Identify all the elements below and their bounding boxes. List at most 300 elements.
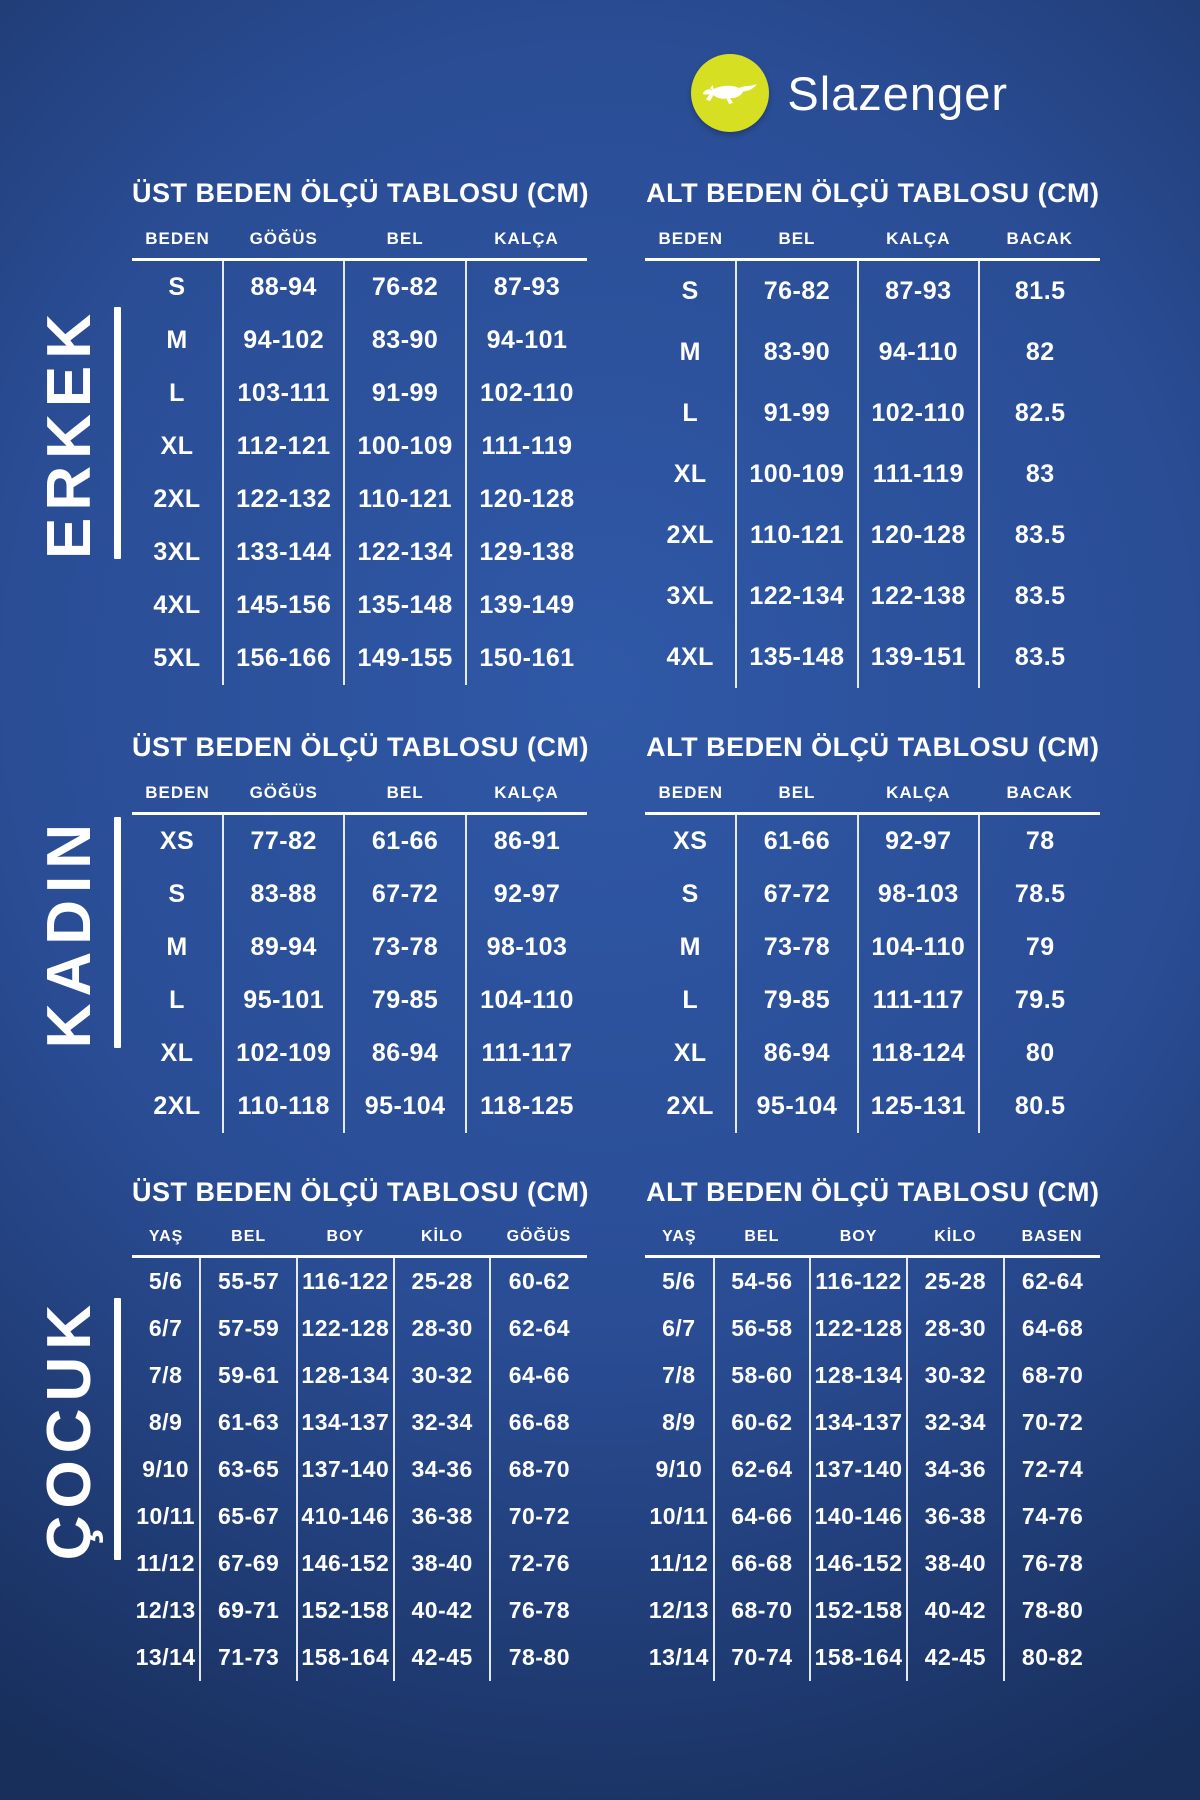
header-row (645, 1228, 1100, 1257)
table-cell: 65-67 (200, 1493, 297, 1540)
table-cell: 32-34 (394, 1399, 491, 1446)
column-header: BEL (344, 783, 465, 814)
column-header: KİLO (907, 1228, 1004, 1257)
table-row (645, 868, 1100, 921)
table-cell: 122-128 (810, 1305, 907, 1352)
table-cell: 139-151 (858, 627, 979, 688)
table-row (645, 1352, 1100, 1399)
table-cell: 62-64 (1004, 1257, 1101, 1306)
table-cell: 76-82 (344, 260, 465, 315)
column-header: BOY (297, 1228, 394, 1257)
table-cell: S (681, 277, 699, 305)
erkek-ust-beden-table (132, 178, 587, 688)
table-cell: 122-134 (736, 566, 857, 627)
table-cell: 60-62 (490, 1257, 587, 1306)
table-row (132, 260, 587, 315)
table-cell: 95-104 (344, 1080, 465, 1133)
table-cell: 66-68 (714, 1540, 811, 1587)
table-row (645, 260, 1100, 323)
table-row (645, 1080, 1100, 1133)
label-divider (114, 1298, 121, 1560)
table-cell: 4XL (666, 643, 714, 671)
table-row (132, 974, 587, 1027)
table-cell: 86-94 (344, 1027, 465, 1080)
table-cell: 12/13 (135, 1597, 196, 1623)
table-cell: 100-109 (344, 420, 465, 473)
table-cell: 87-93 (858, 260, 979, 323)
column-header: BEL (714, 1228, 811, 1257)
table-cell: 158-164 (810, 1634, 907, 1681)
table-cell: 95-101 (223, 974, 344, 1027)
table-cell: 120-128 (466, 473, 587, 526)
section-label: ERKEK (35, 306, 104, 560)
table-cell: 135-148 (736, 627, 857, 688)
table-cell: 98-103 (858, 868, 979, 921)
table-cell: S (168, 880, 186, 908)
column-header: BEL (736, 229, 857, 260)
table-cell: XL (160, 432, 194, 460)
column-header: BACAK (979, 783, 1100, 814)
table-row (645, 921, 1100, 974)
table-cell: 68-70 (714, 1587, 811, 1634)
table-cell: 38-40 (394, 1540, 491, 1587)
table-cell: 111-117 (466, 1027, 587, 1080)
table-cell: 67-69 (200, 1540, 297, 1587)
table-cell: 67-72 (736, 868, 857, 921)
column-header: BEDEN (645, 229, 736, 260)
table-cell: 73-78 (344, 921, 465, 974)
column-header: BASEN (1004, 1228, 1101, 1257)
table-cell: 80.5 (979, 1080, 1100, 1133)
table-cell: 71-73 (200, 1634, 297, 1681)
kadin-ust-beden-table (132, 732, 587, 1133)
table-cell: L (682, 399, 699, 427)
table-cell: 134-137 (297, 1399, 394, 1446)
table-row (645, 444, 1100, 505)
table-cell: L (169, 379, 185, 407)
table-cell: 3XL (666, 582, 714, 610)
table-cell: 40-42 (907, 1587, 1004, 1634)
side-label-erkek (28, 307, 132, 559)
table-cell: 61-63 (200, 1399, 297, 1446)
table-cell: 25-28 (394, 1257, 491, 1306)
table-row (645, 814, 1100, 869)
table-cell: 42-45 (907, 1634, 1004, 1681)
table-row (132, 526, 587, 579)
table-cell: 73-78 (736, 921, 857, 974)
table-cell: 128-134 (297, 1352, 394, 1399)
table-cell: 102-109 (223, 1027, 344, 1080)
column-header: GÖĞÜS (223, 229, 344, 260)
table-cell: 76-82 (736, 260, 857, 323)
table-cell: 128-134 (810, 1352, 907, 1399)
table-cell: 58-60 (714, 1352, 811, 1399)
column-header: KİLO (394, 1228, 491, 1257)
table-cell: XL (160, 1039, 194, 1067)
table-cell: 67-72 (344, 868, 465, 921)
table-cell: 410-146 (297, 1493, 394, 1540)
section-label: ÇOCUK (35, 1297, 104, 1561)
column-header: YAŞ (645, 1228, 713, 1257)
table-row (645, 1027, 1100, 1080)
table-title: ÜST BEDEN ÖLÇÜ TABLOSU (CM) (132, 732, 589, 762)
table-cell: 55-57 (200, 1257, 297, 1306)
table-cell: 6/7 (662, 1315, 696, 1341)
column-header: KALÇA (858, 229, 979, 260)
side-label-cocuk (28, 1298, 132, 1560)
table-cell: 56-58 (714, 1305, 811, 1352)
table-cell: 54-56 (714, 1257, 811, 1306)
column-header: GÖĞÜS (490, 1228, 587, 1257)
table-cell: 112-121 (223, 420, 344, 473)
table-cell: 98-103 (466, 921, 587, 974)
table-cell: 59-61 (200, 1352, 297, 1399)
table-cell: 103-111 (223, 367, 344, 420)
slazenger-panther-icon (691, 54, 769, 132)
table-cell: 118-124 (858, 1027, 979, 1080)
table-cell: 70-72 (1004, 1399, 1101, 1446)
table-cell: 36-38 (394, 1493, 491, 1540)
table-cell: 146-152 (810, 1540, 907, 1587)
table-title: ALT BEDEN ÖLÇÜ TABLOSU (CM) (646, 732, 1100, 762)
table-cell: M (166, 933, 188, 961)
table-cell: 80-82 (1004, 1634, 1101, 1681)
table-cell: 140-146 (810, 1493, 907, 1540)
column-header: BEL (200, 1228, 297, 1257)
table-cell: 133-144 (223, 526, 344, 579)
table-cell: 102-110 (858, 383, 979, 444)
table-row (132, 1634, 587, 1681)
table-cell: 83 (979, 444, 1100, 505)
table-cell: 110-121 (736, 505, 857, 566)
table-cell: 158-164 (297, 1634, 394, 1681)
table-row (645, 1493, 1100, 1540)
table-cell: 62-64 (490, 1305, 587, 1352)
table-row (132, 814, 587, 869)
table-cell: 111-117 (858, 974, 979, 1027)
erkek-tables (132, 178, 1100, 688)
table-row (132, 1027, 587, 1080)
table-cell: 146-152 (297, 1540, 394, 1587)
table-cell: 28-30 (907, 1305, 1004, 1352)
table-row (132, 1352, 587, 1399)
table-row (132, 1587, 587, 1634)
table-cell: 79-85 (736, 974, 857, 1027)
table-cell: 118-125 (466, 1080, 587, 1133)
table-cell: 9/10 (655, 1456, 703, 1482)
table-cell: 78-80 (1004, 1587, 1101, 1634)
cocuk-tables (132, 1177, 1100, 1681)
table-row (645, 974, 1100, 1027)
column-header: KALÇA (466, 229, 587, 260)
table-cell: 5XL (153, 644, 201, 672)
table-row (132, 473, 587, 526)
brand-name: Slazenger (787, 66, 1008, 120)
table-title: ÜST BEDEN ÖLÇÜ TABLOSU (CM) (132, 1177, 589, 1207)
table-cell: 110-118 (223, 1080, 344, 1133)
kadin-alt-beden-table (645, 732, 1100, 1133)
table-row (645, 627, 1100, 688)
table-cell: 100-109 (736, 444, 857, 505)
size-table (132, 1228, 587, 1681)
table-cell: 104-110 (858, 921, 979, 974)
table-row (645, 1257, 1100, 1306)
table-cell: 83-90 (736, 322, 857, 383)
table-cell: 78-80 (490, 1634, 587, 1681)
kadin-tables (132, 732, 1100, 1133)
column-header: BACAK (979, 229, 1100, 260)
table-cell: 83.5 (979, 505, 1100, 566)
table-row (645, 322, 1100, 383)
table-cell: 110-121 (344, 473, 465, 526)
table-cell: 139-149 (466, 579, 587, 632)
cocuk-alt-beden-table (645, 1177, 1100, 1681)
column-header: KALÇA (858, 783, 979, 814)
table-cell: 78.5 (979, 868, 1100, 921)
table-cell: 122-138 (858, 566, 979, 627)
table-cell: S (168, 273, 186, 301)
section-kadin (0, 732, 1200, 1133)
table-cell: 152-158 (810, 1587, 907, 1634)
table-cell: 72-76 (490, 1540, 587, 1587)
table-cell: XS (159, 827, 195, 855)
table-row (132, 868, 587, 921)
table-cell: 2XL (153, 1092, 201, 1120)
table-cell: XL (673, 1039, 707, 1067)
column-header: BEDEN (132, 229, 223, 260)
table-cell: 34-36 (907, 1446, 1004, 1493)
table-row (132, 1540, 587, 1587)
table-cell: 122-132 (223, 473, 344, 526)
table-row (645, 1446, 1100, 1493)
table-cell: 122-128 (297, 1305, 394, 1352)
erkek-alt-beden-table (645, 178, 1100, 688)
table-cell: L (682, 986, 699, 1014)
table-title: ÜST BEDEN ÖLÇÜ TABLOSU (CM) (132, 178, 589, 208)
table-cell: 86-94 (736, 1027, 857, 1080)
table-cell: L (169, 986, 185, 1014)
table-cell: 7/8 (662, 1362, 696, 1388)
column-header: BEDEN (132, 783, 223, 814)
table-cell: 70-72 (490, 1493, 587, 1540)
table-title: ALT BEDEN ÖLÇÜ TABLOSU (CM) (646, 1177, 1100, 1207)
table-row (645, 505, 1100, 566)
column-header: BOY (810, 1228, 907, 1257)
size-table (645, 229, 1100, 688)
table-cell: 104-110 (466, 974, 587, 1027)
table-row (645, 1305, 1100, 1352)
table-cell: 63-65 (200, 1446, 297, 1493)
table-cell: 13/14 (135, 1644, 196, 1670)
table-row (132, 420, 587, 473)
table-cell: XL (673, 460, 707, 488)
table-cell: 60-62 (714, 1399, 811, 1446)
section-erkek (0, 178, 1200, 688)
table-cell: 83.5 (979, 566, 1100, 627)
table-row (132, 314, 587, 367)
header-row (132, 783, 587, 814)
table-cell: 92-97 (858, 814, 979, 869)
table-cell: 2XL (666, 521, 714, 549)
size-table (132, 229, 587, 685)
table-cell: 72-74 (1004, 1446, 1101, 1493)
table-cell: 79-85 (344, 974, 465, 1027)
table-row (132, 1305, 587, 1352)
table-cell: 68-70 (490, 1446, 587, 1493)
table-cell: 38-40 (907, 1540, 1004, 1587)
table-title: ALT BEDEN ÖLÇÜ TABLOSU (CM) (646, 178, 1100, 208)
table-cell: 64-66 (490, 1352, 587, 1399)
table-cell: 83-88 (223, 868, 344, 921)
table-cell: 76-78 (1004, 1540, 1101, 1587)
table-cell: 8/9 (148, 1409, 183, 1435)
table-cell: 42-45 (394, 1634, 491, 1681)
table-cell: 89-94 (223, 921, 344, 974)
table-row (132, 1257, 587, 1306)
table-cell: 111-119 (466, 420, 587, 473)
table-cell: 79 (979, 921, 1100, 974)
table-cell: 102-110 (466, 367, 587, 420)
table-cell: 120-128 (858, 505, 979, 566)
table-cell: 135-148 (344, 579, 465, 632)
table-cell: 116-122 (297, 1257, 394, 1306)
table-row (645, 1587, 1100, 1634)
table-row (132, 367, 587, 420)
table-cell: 145-156 (223, 579, 344, 632)
table-cell: XS (673, 827, 708, 855)
size-table (645, 783, 1100, 1133)
table-row (132, 1399, 587, 1446)
table-row (132, 579, 587, 632)
table-row (132, 632, 587, 685)
table-cell: 64-68 (1004, 1305, 1101, 1352)
label-divider (114, 307, 121, 559)
table-row (132, 1446, 587, 1493)
table-cell: 82.5 (979, 383, 1100, 444)
table-cell: 137-140 (810, 1446, 907, 1493)
table-row (645, 1634, 1100, 1681)
table-cell: 61-66 (344, 814, 465, 869)
table-cell: 149-155 (344, 632, 465, 685)
column-header: GÖĞÜS (223, 783, 344, 814)
size-table (645, 1228, 1100, 1681)
table-cell: 125-131 (858, 1080, 979, 1133)
table-row (132, 1080, 587, 1133)
table-cell: 9/10 (142, 1456, 190, 1482)
table-cell: 83.5 (979, 627, 1100, 688)
table-cell: M (679, 933, 701, 961)
table-row (132, 1493, 587, 1540)
header-row (645, 783, 1100, 814)
table-cell: 68-70 (1004, 1352, 1101, 1399)
table-cell: M (166, 326, 188, 354)
column-header: YAŞ (132, 1228, 200, 1257)
table-cell: 81.5 (979, 260, 1100, 323)
table-row (645, 566, 1100, 627)
table-cell: 13/14 (648, 1644, 709, 1670)
table-cell: 94-102 (223, 314, 344, 367)
table-cell: 94-101 (466, 314, 587, 367)
table-cell: S (681, 880, 699, 908)
table-cell: 6/7 (148, 1315, 183, 1341)
table-cell: 92-97 (466, 868, 587, 921)
table-cell: 10/11 (136, 1503, 196, 1529)
table-cell: 80 (979, 1027, 1100, 1080)
table-cell: 82 (979, 322, 1100, 383)
table-cell: 3XL (153, 538, 201, 566)
column-header: BEDEN (645, 783, 736, 814)
table-row (645, 383, 1100, 444)
table-cell: 11/12 (649, 1550, 709, 1576)
table-row (132, 921, 587, 974)
column-header: BEL (344, 229, 465, 260)
table-cell: 150-161 (466, 632, 587, 685)
table-cell: 94-110 (858, 322, 979, 383)
table-cell: 91-99 (736, 383, 857, 444)
table-cell: 134-137 (810, 1399, 907, 1446)
cocuk-ust-beden-table (132, 1177, 587, 1681)
table-cell: 2XL (666, 1092, 714, 1120)
table-cell: 74-76 (1004, 1493, 1101, 1540)
table-cell: 64-66 (714, 1493, 811, 1540)
header-row (132, 1228, 587, 1257)
section-cocuk (0, 1177, 1200, 1681)
table-cell: 87-93 (466, 260, 587, 315)
table-cell: 129-138 (466, 526, 587, 579)
table-cell: 122-134 (344, 526, 465, 579)
table-cell: 78 (979, 814, 1100, 869)
table-cell: 95-104 (736, 1080, 857, 1133)
label-divider (114, 817, 121, 1048)
size-table (132, 783, 587, 1133)
table-cell: 156-166 (223, 632, 344, 685)
table-cell: 57-59 (200, 1305, 297, 1352)
table-cell: 32-34 (907, 1399, 1004, 1446)
table-cell: 36-38 (907, 1493, 1004, 1540)
side-label-kadin (28, 817, 132, 1048)
table-cell: 70-74 (714, 1634, 811, 1681)
table-cell: 25-28 (907, 1257, 1004, 1306)
table-cell: 30-32 (907, 1352, 1004, 1399)
table-row (645, 1399, 1100, 1446)
column-header: KALÇA (466, 783, 587, 814)
table-cell: 28-30 (394, 1305, 491, 1352)
brand-header (0, 0, 1200, 132)
table-cell: 79.5 (979, 974, 1100, 1027)
table-row (645, 1540, 1100, 1587)
table-cell: 34-36 (394, 1446, 491, 1493)
table-cell: 7/8 (148, 1362, 183, 1388)
table-cell: 8/9 (662, 1409, 696, 1435)
table-cell: 61-66 (736, 814, 857, 869)
table-cell: 5/6 (662, 1268, 696, 1294)
table-cell: 30-32 (394, 1352, 491, 1399)
table-cell: 62-64 (714, 1446, 811, 1493)
table-cell: 10/11 (649, 1503, 709, 1529)
table-cell: 88-94 (223, 260, 344, 315)
table-cell: 86-91 (466, 814, 587, 869)
column-header: BEL (736, 783, 857, 814)
table-cell: 5/6 (148, 1268, 183, 1294)
table-cell: 83-90 (344, 314, 465, 367)
table-cell: 2XL (153, 485, 201, 513)
table-cell: 11/12 (136, 1550, 196, 1576)
table-cell: 40-42 (394, 1587, 491, 1634)
table-cell: 116-122 (810, 1257, 907, 1306)
table-cell: 4XL (153, 591, 201, 619)
table-cell: 111-119 (858, 444, 979, 505)
table-cell: 91-99 (344, 367, 465, 420)
